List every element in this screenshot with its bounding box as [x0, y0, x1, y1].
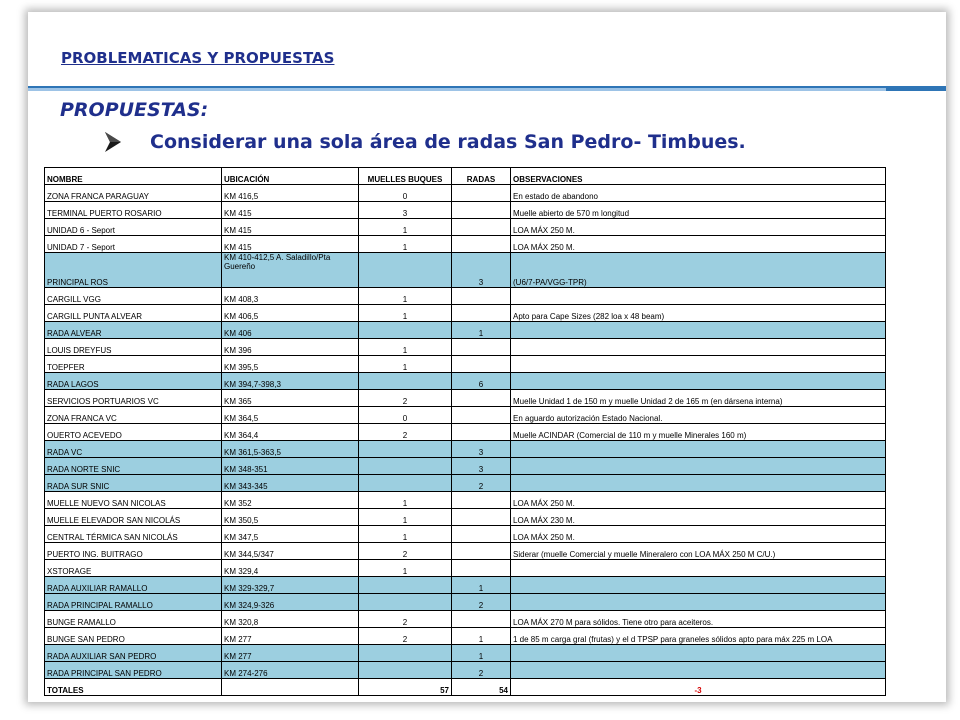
cell-radas: 1: [452, 628, 511, 645]
table-row: [45, 441, 886, 458]
table-row: [45, 645, 886, 662]
cell-muelles: [359, 458, 452, 475]
cell-ubicacion: KM 350,5: [222, 509, 359, 526]
cell-radas: [452, 305, 511, 322]
cell-observaciones: [511, 288, 886, 305]
cell-nombre: ZONA FRANCA PARAGUAY: [45, 185, 222, 202]
cell-observaciones: Apto para Cape Sizes (282 loa x 48 beam): [511, 305, 886, 322]
cell-muelles: [359, 253, 452, 288]
cell-nombre: RADA AUXILIAR SAN PEDRO: [45, 645, 222, 662]
cell-observaciones: [511, 560, 886, 577]
table-row: [45, 492, 886, 509]
cell-nombre: SERVICIOS PORTUARIOS VC: [45, 390, 222, 407]
cell-ubicacion: KM 348-351: [222, 458, 359, 475]
table-row: [45, 628, 886, 645]
cell-observaciones: LOA MÁX 250 M.: [511, 492, 886, 509]
cell-nombre: RADA PRINCIPAL SAN PEDRO: [45, 662, 222, 679]
cell-ubicacion: KM 320,8: [222, 611, 359, 628]
cell-observaciones: [511, 373, 886, 390]
cell-radas: [452, 339, 511, 356]
cell-muelles: 1: [359, 219, 452, 236]
cell-radas: 1: [452, 322, 511, 339]
cell-radas: [452, 390, 511, 407]
title-divider: [28, 86, 946, 91]
header-observaciones: OBSERVACIONES: [511, 168, 886, 185]
header-nombre: NOMBRE: [45, 168, 222, 185]
bullet-item: [104, 131, 746, 153]
totals-radas: 54: [452, 679, 511, 696]
cell-radas: 6: [452, 373, 511, 390]
cell-observaciones: [511, 322, 886, 339]
cell-muelles: [359, 475, 452, 492]
header-radas: RADAS: [452, 168, 511, 185]
cell-muelles: 1: [359, 560, 452, 577]
cell-nombre: BUNGE RAMALLO: [45, 611, 222, 628]
cell-radas: 2: [452, 594, 511, 611]
table-row: [45, 509, 886, 526]
cell-muelles: 1: [359, 492, 452, 509]
cell-observaciones: LOA MÁX 250 M.: [511, 219, 886, 236]
totals-muelles: 57: [359, 679, 452, 696]
cell-nombre: OUERTO ACEVEDO: [45, 424, 222, 441]
cell-nombre: TERMINAL PUERTO ROSARIO: [45, 202, 222, 219]
cell-nombre: CARGILL PUNTA ALVEAR: [45, 305, 222, 322]
cell-observaciones: En estado de abandono: [511, 185, 886, 202]
cell-radas: 3: [452, 441, 511, 458]
cell-muelles: [359, 645, 452, 662]
cell-observaciones: Muelle abierto de 570 m longitud: [511, 202, 886, 219]
table-row: [45, 577, 886, 594]
cell-ubicacion: KM 406: [222, 322, 359, 339]
cell-observaciones: Siderar (muelle Comercial y muelle Mineralero con LOA MÁX 250 M C/U.): [511, 543, 886, 560]
cell-observaciones: LOA MÁX 270 M para sólidos. Tiene otro para aceiteros.: [511, 611, 886, 628]
cell-radas: [452, 219, 511, 236]
cell-nombre: MUELLE ELEVADOR SAN NICOLÁS: [45, 509, 222, 526]
cell-ubicacion: KM 344,5/347: [222, 543, 359, 560]
cell-nombre: MUELLE NUEVO SAN NICOLAS: [45, 492, 222, 509]
totals-observaciones: -3: [511, 679, 886, 696]
cell-nombre: BUNGE SAN PEDRO: [45, 628, 222, 645]
table-row: [45, 458, 886, 475]
cell-radas: [452, 424, 511, 441]
cell-nombre: PUERTO ING. BUITRAGO: [45, 543, 222, 560]
cell-muelles: 1: [359, 526, 452, 543]
cell-radas: [452, 185, 511, 202]
cell-radas: [452, 407, 511, 424]
cell-radas: [452, 492, 511, 509]
cell-muelles: 0: [359, 185, 452, 202]
table-row: [45, 202, 886, 219]
bullet-text: Considerar una sola área de radas San Pedro- Timbues.: [150, 131, 746, 153]
table-row: [45, 594, 886, 611]
cell-muelles: [359, 322, 452, 339]
cell-muelles: [359, 594, 452, 611]
table-row: [45, 475, 886, 492]
cell-observaciones: LOA MÁX 250 M.: [511, 236, 886, 253]
cell-muelles: [359, 441, 452, 458]
cell-radas: [452, 509, 511, 526]
cell-radas: [452, 356, 511, 373]
table-row: [45, 390, 886, 407]
cell-muelles: 2: [359, 543, 452, 560]
cell-observaciones: LOA MÁX 250 M.: [511, 526, 886, 543]
cell-muelles: [359, 577, 452, 594]
cell-ubicacion: KM 277: [222, 645, 359, 662]
cell-observaciones: [511, 339, 886, 356]
cell-radas: [452, 202, 511, 219]
header-ubicacion: UBICACIÓN: [222, 168, 359, 185]
cell-ubicacion: KM 347,5: [222, 526, 359, 543]
cell-ubicacion: KM 324,9-326: [222, 594, 359, 611]
cell-radas: [452, 560, 511, 577]
table-header-row: [45, 168, 886, 185]
cell-radas: [452, 236, 511, 253]
cell-nombre: CENTRAL TÉRMICA SAN NICOLÁS: [45, 526, 222, 543]
cell-observaciones: [511, 458, 886, 475]
section-subtitle: PROPUESTAS:: [60, 99, 209, 121]
cell-radas: [452, 543, 511, 560]
table-row: [45, 611, 886, 628]
cell-muelles: 1: [359, 356, 452, 373]
cell-ubicacion: KM 410-412,5 A. Saladillo/Pta Guereño: [222, 253, 359, 288]
cell-observaciones: [511, 662, 886, 679]
header-muelles: MUELLES BUQUES: [359, 168, 452, 185]
cell-ubicacion: KM 365: [222, 390, 359, 407]
cell-nombre: RADA NORTE SNIC: [45, 458, 222, 475]
table-row: [45, 305, 886, 322]
table-row: [45, 185, 886, 202]
cell-observaciones: LOA MÁX 230 M.: [511, 509, 886, 526]
cell-nombre: RADA LAGOS: [45, 373, 222, 390]
cell-nombre: ZONA FRANCA VC: [45, 407, 222, 424]
table-row: [45, 253, 886, 288]
cell-muelles: 1: [359, 339, 452, 356]
cell-observaciones: (U6/7-PA/VGG-TPR): [511, 253, 886, 288]
cell-observaciones: [511, 441, 886, 458]
cell-ubicacion: KM 352: [222, 492, 359, 509]
cell-nombre: RADA AUXILIAR RAMALLO: [45, 577, 222, 594]
cell-ubicacion: KM 274-276: [222, 662, 359, 679]
cell-ubicacion: KM 408,3: [222, 288, 359, 305]
cell-muelles: [359, 662, 452, 679]
table-row: [45, 407, 886, 424]
table-row: [45, 339, 886, 356]
table-totals-row: [45, 679, 886, 696]
totals-label: TOTALES: [45, 679, 222, 696]
cell-ubicacion: KM 364,5: [222, 407, 359, 424]
cell-muelles: 2: [359, 390, 452, 407]
table-row: [45, 424, 886, 441]
cell-radas: 2: [452, 662, 511, 679]
cell-nombre: PRINCIPAL ROS: [45, 253, 222, 288]
cell-ubicacion: KM 277: [222, 628, 359, 645]
table-row: [45, 219, 886, 236]
cell-muelles: 1: [359, 305, 452, 322]
cell-radas: 3: [452, 253, 511, 288]
cell-nombre: XSTORAGE: [45, 560, 222, 577]
cell-nombre: LOUIS DREYFUS: [45, 339, 222, 356]
cell-nombre: UNIDAD 6 - Seport: [45, 219, 222, 236]
cell-radas: 3: [452, 458, 511, 475]
cell-observaciones: [511, 645, 886, 662]
cell-muelles: [359, 373, 452, 390]
cell-observaciones: En aguardo autorización Estado Nacional.: [511, 407, 886, 424]
cell-muelles: 3: [359, 202, 452, 219]
cell-observaciones: [511, 356, 886, 373]
cell-radas: 1: [452, 645, 511, 662]
table-row: [45, 236, 886, 253]
cell-nombre: TOEPFER: [45, 356, 222, 373]
cell-radas: 1: [452, 577, 511, 594]
cell-nombre: RADA SUR SNIC: [45, 475, 222, 492]
cell-ubicacion: KM 329-329,7: [222, 577, 359, 594]
cell-observaciones: Muelle Unidad 1 de 150 m y muelle Unidad 2 de 165 m (en dársena interna): [511, 390, 886, 407]
cell-ubicacion: KM 416,5: [222, 185, 359, 202]
cell-muelles: 1: [359, 509, 452, 526]
table-row: [45, 526, 886, 543]
cell-ubicacion: KM 329,4: [222, 560, 359, 577]
cell-ubicacion: KM 415: [222, 219, 359, 236]
cell-ubicacion: KM 415: [222, 202, 359, 219]
cell-muelles: 2: [359, 424, 452, 441]
cell-radas: 2: [452, 475, 511, 492]
cell-radas: [452, 526, 511, 543]
cell-nombre: RADA VC: [45, 441, 222, 458]
cell-radas: [452, 288, 511, 305]
table-row: [45, 373, 886, 390]
cell-nombre: UNIDAD 7 - Seport: [45, 236, 222, 253]
cell-ubicacion: KM 364,4: [222, 424, 359, 441]
table-row: [45, 288, 886, 305]
cell-observaciones: [511, 594, 886, 611]
cell-observaciones: [511, 577, 886, 594]
cell-muelles: 1: [359, 236, 452, 253]
cell-muelles: 2: [359, 611, 452, 628]
table-row: [45, 543, 886, 560]
cell-muelles: 0: [359, 407, 452, 424]
cell-ubicacion: KM 396: [222, 339, 359, 356]
cell-nombre: CARGILL VGG: [45, 288, 222, 305]
cell-observaciones: [511, 475, 886, 492]
totals-ubicacion: [222, 679, 359, 696]
cell-observaciones: 1 de 85 m carga gral (frutas) y el d TPSP para graneles sólidos apto para máx 225 m LOA: [511, 628, 886, 645]
cell-ubicacion: KM 395,5: [222, 356, 359, 373]
cell-nombre: RADA ALVEAR: [45, 322, 222, 339]
cell-muelles: 1: [359, 288, 452, 305]
cell-ubicacion: KM 406,5: [222, 305, 359, 322]
page-title: PROBLEMATICAS Y PROPUESTAS: [61, 49, 335, 67]
cell-observaciones: Muelle ACINDAR (Comercial de 110 m y muelle Minerales 160 m): [511, 424, 886, 441]
cell-muelles: 2: [359, 628, 452, 645]
ports-table: [44, 167, 886, 696]
cell-ubicacion: KM 343-345: [222, 475, 359, 492]
cell-nombre: RADA PRINCIPAL RAMALLO: [45, 594, 222, 611]
table-row: [45, 662, 886, 679]
cell-ubicacion: KM 415: [222, 236, 359, 253]
arrow-bullet-icon: [104, 131, 122, 153]
cell-ubicacion: KM 361,5-363,5: [222, 441, 359, 458]
table-row: [45, 356, 886, 373]
cell-ubicacion: KM 394,7-398,3: [222, 373, 359, 390]
table-row: [45, 322, 886, 339]
cell-radas: [452, 611, 511, 628]
table-row: [45, 560, 886, 577]
